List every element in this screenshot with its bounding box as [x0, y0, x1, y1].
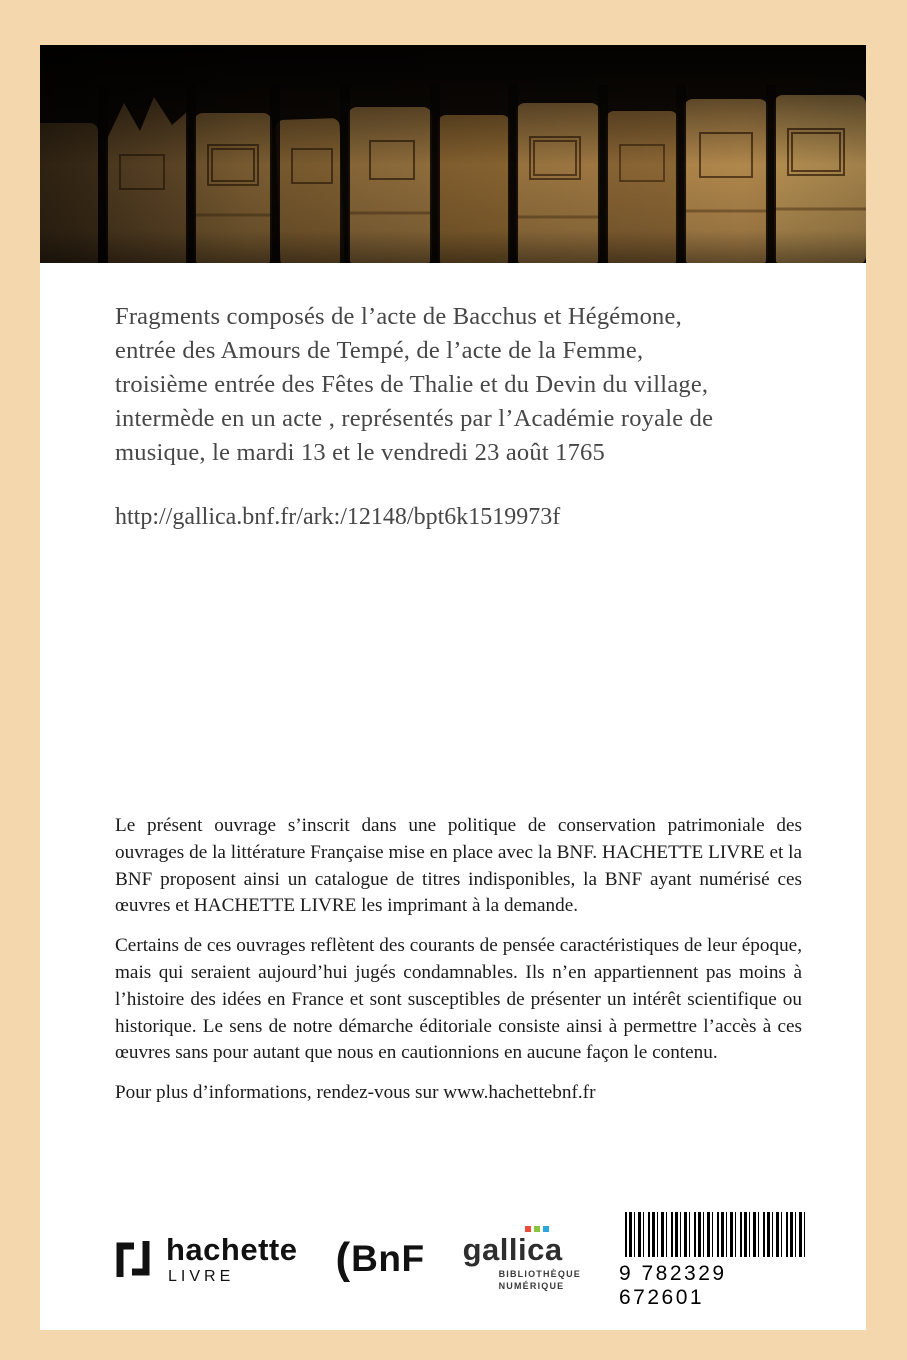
logos-row [110, 1200, 814, 1318]
gallica-subtitle [463, 1269, 581, 1292]
info-line: Pour plus d’informations, rendez-vous sur www.hachettebnf.fr [115, 1082, 596, 1104]
bnf-logo [335, 1234, 425, 1284]
book-title: Fragments composés de l’acte de Bacchus et Hégémone, entrée des Amours de Tempé, de l’acte de la Femme, troisième entrée des Fêtes de Thalie et du Devin du village, intermède en un acte , représentés par l’Académie royale de musique, le mardi 13 et le vendredi 23 août 1765 [115, 303, 714, 466]
old-books-photo-illustration [40, 45, 866, 263]
gallica-subtitle-line1: BIBLIOTHÈQUE [498, 1268, 581, 1279]
cover-photo-old-books [40, 45, 866, 263]
gallica-logo [463, 1226, 581, 1292]
gallica-subtitle-line2: NUMÉRIQUE [498, 1280, 565, 1291]
gallica-pixels-icon [525, 1226, 581, 1232]
isbn-barcode [619, 1208, 814, 1310]
barcode-bars [625, 1212, 807, 1257]
publisher-note [115, 813, 802, 1120]
publisher-paragraph-1: Le présent ouvrage s’inscrit dans une politique de conservation patrimoniale des ouvrages de la littérature Française mise en place avec la BNF. HACHETTE LIVRE et la BNF proposent ainsi un catalogue de titres indisponibles, la BNF ayant numérisé ces œuvres et HACHETTE LIVRE les imprimant à la demande. [115, 815, 802, 917]
hachette-bracket-icon [110, 1236, 156, 1282]
hachette-wordmark-block [166, 1231, 298, 1285]
gallica-wordmark: gallica [462, 1231, 563, 1267]
hachette-livre-logo [110, 1231, 298, 1285]
publisher-paragraph-2: Certains de ces ouvrages reflètent des courants de pensée caractéristiques de leur époque, mais qui seraient aujourd’hui jugés condamnables. Ils n’en appartiennent pas moins à l’histoire des idées en France et sont susceptibles de présenter un intérêt scientifique ou historique. Le sens de notre démarche éditoriale consiste ainsi à permettre l’accès à ces œuvres sans pour autant que nous en cautionnions en aucune façon le contenu. [115, 935, 802, 1064]
bnf-wordmark: BnF [351, 1238, 425, 1279]
hachette-wordmark: hachette [166, 1231, 298, 1267]
bnf-paren-icon: ( [335, 1234, 351, 1284]
title-block [40, 263, 740, 534]
hachette-livre-label: LIVRE [168, 1267, 235, 1285]
book-back-cover [40, 45, 866, 1330]
barcode-number: 9 782329 672601 [618, 1262, 727, 1309]
gallica-source-url: http://gallica.bnf.fr/ark:/12148/bpt6k1519973f [115, 504, 561, 530]
